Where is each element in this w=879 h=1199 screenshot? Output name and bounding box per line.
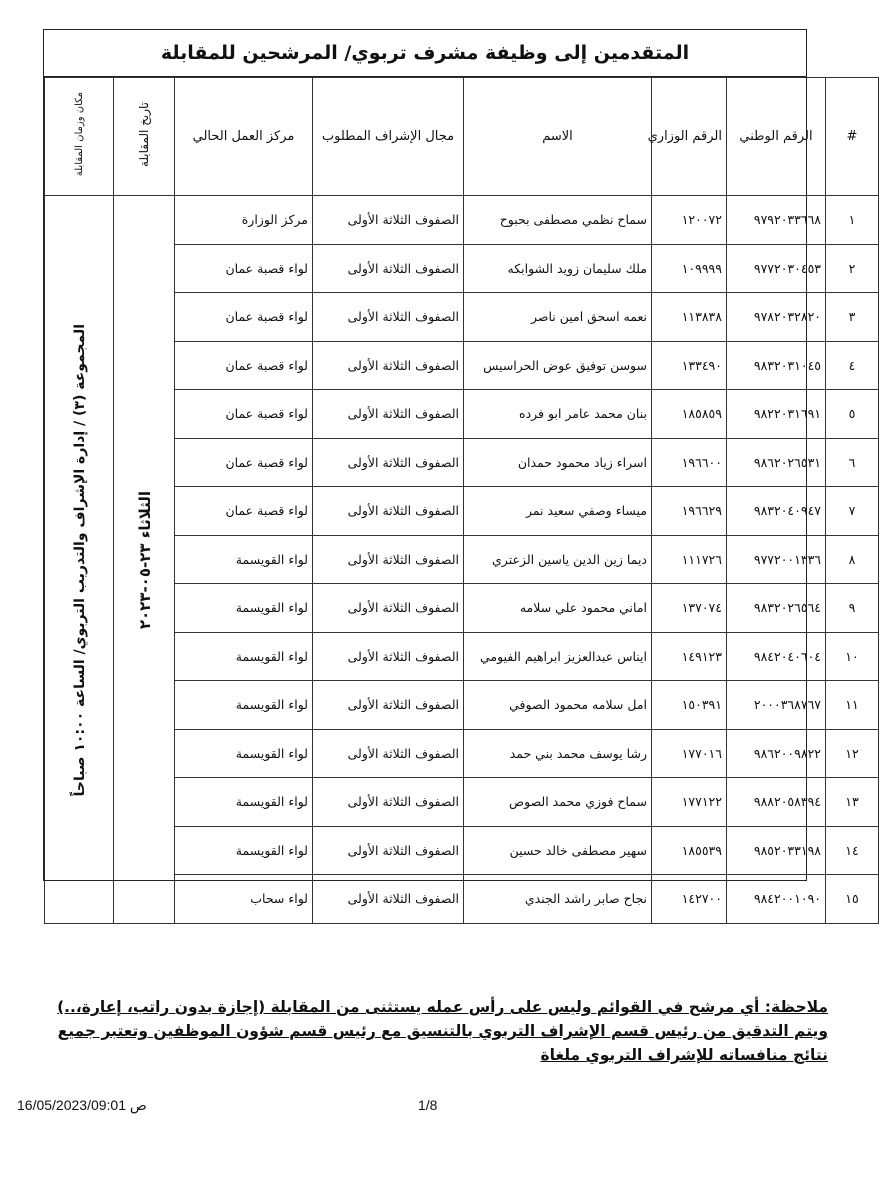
cell-ministry-id: ١٨٥٥٣٩: [652, 826, 727, 875]
header-work-center: مركز العمل الحالي: [175, 78, 313, 196]
cell-num: ١٥: [826, 875, 879, 924]
cell-name: سوسن توفيق عوض الحراسيس: [464, 341, 652, 390]
cell-ministry-id: ١٧٧١٢٢: [652, 778, 727, 827]
cell-work-center: لواء القويسمة: [175, 826, 313, 875]
cell-num: ٨: [826, 535, 879, 584]
cell-ministry-id: ١٣٧٠٧٤: [652, 584, 727, 633]
cell-field: الصفوف الثلاثة الأولى: [313, 632, 464, 681]
cell-field: الصفوف الثلاثة الأولى: [313, 390, 464, 439]
cell-national-id: ٩٧٨٢٠٣٢٨٢٠: [727, 293, 826, 342]
cell-field: الصفوف الثلاثة الأولى: [313, 293, 464, 342]
footer-page-number: 1/8: [418, 1097, 438, 1113]
cell-national-id: ٢٠٠٠٣٦٨٧٦٧: [727, 681, 826, 730]
interview-date-merged: [115, 197, 176, 925]
header-field: مجال الإشراف المطلوب: [313, 78, 464, 196]
cell-ministry-id: ١٤٢٧٠٠: [652, 875, 727, 924]
cell-num: ٦: [826, 438, 879, 487]
cell-field: الصفوف الثلاثة الأولى: [313, 438, 464, 487]
cell-work-center: لواء القويسمة: [175, 729, 313, 778]
cell-name: ميساء وصفي سعيد نمر: [464, 487, 652, 536]
cell-name: امل سلامه محمود الصوفي: [464, 681, 652, 730]
cell-ministry-id: ١٢٠٠٧٢: [652, 196, 727, 245]
note-text: ملاحظة: أي مرشح في القوائم وليس على رأس عمله يستثنى من المقابلة (إجازة بدون راتب، إعارة،..) ويتم التدقيق من رئيس قسم الإشراف التربوي بالتنسيق مع رئيس قسم شؤون الموظفين وتعتبر جميع نتائج منافساته للإشراف التربوي ملغاة: [57, 998, 828, 1064]
cell-work-center: لواء القويسمة: [175, 681, 313, 730]
cell-num: ٩: [826, 584, 879, 633]
cell-work-center: لواء القويسمة: [175, 584, 313, 633]
cell-name: سماح نظمي مصطفى بحبوح: [464, 196, 652, 245]
cell-field: الصفوف الثلاثة الأولى: [313, 535, 464, 584]
cell-name: نعمه اسحق امين ناصر: [464, 293, 652, 342]
cell-ministry-id: ١٣٣٤٩٠: [652, 341, 727, 390]
cell-name: اسراء زياد محمود حمدان: [464, 438, 652, 487]
header-national-id: الرقم الوطني: [727, 78, 826, 196]
cell-num: ١: [826, 196, 879, 245]
cell-field: الصفوف الثلاثة الأولى: [313, 778, 464, 827]
cell-field: الصفوف الثلاثة الأولى: [313, 584, 464, 633]
cell-ministry-id: ١١٣٨٣٨: [652, 293, 727, 342]
cell-name: رشا يوسف محمد بني حمد: [464, 729, 652, 778]
header-interview-date: [114, 78, 175, 196]
cell-name: نجاح صابر راشد الجندي: [464, 875, 652, 924]
header-num: #: [826, 78, 879, 196]
cell-ministry-id: ١٤٩١٢٣: [652, 632, 727, 681]
cell-national-id: ٩٧٧٢٠٣٠٤٥٣: [727, 244, 826, 293]
cell-num: ١٢: [826, 729, 879, 778]
cell-name: سماح فوزي محمد الصوص: [464, 778, 652, 827]
cell-num: ١٣: [826, 778, 879, 827]
cell-num: ٥: [826, 390, 879, 439]
cell-work-center: لواء القويسمة: [175, 632, 313, 681]
cell-ministry-id: ١٩٦٦٠٠: [652, 438, 727, 487]
header-interview-date-text: تاريخ المقابلة: [137, 101, 151, 168]
cell-ministry-id: ١٧٧٠١٦: [652, 729, 727, 778]
cell-name: ايناس عبدالعزيز ابراهيم الفيومي: [464, 632, 652, 681]
cell-field: الصفوف الثلاثة الأولى: [313, 244, 464, 293]
cell-num: ١٤: [826, 826, 879, 875]
cell-national-id: ٩٨٦٢٠٠٩٨٢٢: [727, 729, 826, 778]
cell-field: الصفوف الثلاثة الأولى: [313, 875, 464, 924]
cell-ministry-id: ١٠٩٩٩٩: [652, 244, 727, 293]
cell-num: ٧: [826, 487, 879, 536]
cell-national-id: ٩٨٣٢٠٢٦٥٦٤: [727, 584, 826, 633]
cell-ministry-id: ١٥٠٣٩١: [652, 681, 727, 730]
cell-ministry-id: ١٨٥٨٥٩: [652, 390, 727, 439]
cell-national-id: ٩٨٤٢٠٠١٠٩٠: [727, 875, 826, 924]
cell-name: ديما زين الدين ياسين الزعتري: [464, 535, 652, 584]
cell-num: ١١: [826, 681, 879, 730]
cell-national-id: ٩٨٤٢٠٤٠٦٠٤: [727, 632, 826, 681]
cell-name: سهير مصطفى خالد حسين: [464, 826, 652, 875]
cell-field: الصفوف الثلاثة الأولى: [313, 729, 464, 778]
cell-field: الصفوف الثلاثة الأولى: [313, 826, 464, 875]
header-ministry-id: الرقم الوزاري: [652, 78, 727, 196]
page-title: المتقدمين إلى وظيفة مشرف تربوي/ المرشحين للمقابلة: [44, 30, 806, 77]
cell-num: ١٠: [826, 632, 879, 681]
cell-work-center: لواء قصبة عمان: [175, 244, 313, 293]
cell-work-center: لواء قصبة عمان: [175, 390, 313, 439]
interview-place-text: المجموعة (٣) / إدارة الإشراف والتدريب التربوي/ الساعة ١٠:٠٠ صباحاً: [72, 324, 88, 797]
header-interview-place-text: مكان وزمان المقابلة: [73, 92, 85, 177]
header-interview-place: [45, 78, 114, 196]
cell-national-id: ٩٨٥٢٠٣٣١٩٨: [727, 826, 826, 875]
cell-ministry-id: ١٩٦٦٢٩: [652, 487, 727, 536]
cell-field: الصفوف الثلاثة الأولى: [313, 196, 464, 245]
cell-name: ملك سليمان زويد الشوابكه: [464, 244, 652, 293]
cell-work-center: لواء القويسمة: [175, 535, 313, 584]
cell-work-center: لواء قصبة عمان: [175, 487, 313, 536]
cell-work-center: لواء قصبة عمان: [175, 438, 313, 487]
candidates-sheet: [43, 29, 859, 907]
cell-national-id: ٩٨٢٢٠٣١٦٩١: [727, 390, 826, 439]
cell-national-id: ٩٨٦٢٠٢٦٥٣١: [727, 438, 826, 487]
footer-timestamp: 16/05/2023/09:01 ص: [17, 1097, 147, 1113]
cell-num: ٣: [826, 293, 879, 342]
cell-work-center: لواء قصبة عمان: [175, 293, 313, 342]
cell-ministry-id: ١١١٧٢٦: [652, 535, 727, 584]
interview-date-text: الثلاثاء ٢٣-٠٥-٢٠٢٣: [136, 491, 154, 630]
cell-field: الصفوف الثلاثة الأولى: [313, 487, 464, 536]
cell-work-center: لواء قصبة عمان: [175, 341, 313, 390]
cell-name: بنان محمد عامر ابو فرده: [464, 390, 652, 439]
cell-name: اماني محمود علي سلامه: [464, 584, 652, 633]
cell-num: ٤: [826, 341, 879, 390]
cell-field: الصفوف الثلاثة الأولى: [313, 341, 464, 390]
cell-national-id: ٩٨٣٢٠٣١٠٤٥: [727, 341, 826, 390]
cell-num: ٢: [826, 244, 879, 293]
table-header-row: [45, 78, 879, 196]
cell-national-id: ٩٨٨٢٠٥٨٣٩٤: [727, 778, 826, 827]
cell-work-center: لواء القويسمة: [175, 778, 313, 827]
cell-national-id: ٩٨٣٢٠٤٠٩٤٧: [727, 487, 826, 536]
cell-work-center: مركز الوزارة: [175, 196, 313, 245]
header-name: الاسم: [464, 78, 652, 196]
cell-national-id: ٩٧٧٢٠٠١٣٣٦: [727, 535, 826, 584]
cell-work-center: لواء سحاب: [175, 875, 313, 924]
cell-field: الصفوف الثلاثة الأولى: [313, 681, 464, 730]
interview-place-merged: [46, 197, 115, 925]
cell-national-id: ٩٧٩٢٠٣٣٦٦٨: [727, 196, 826, 245]
